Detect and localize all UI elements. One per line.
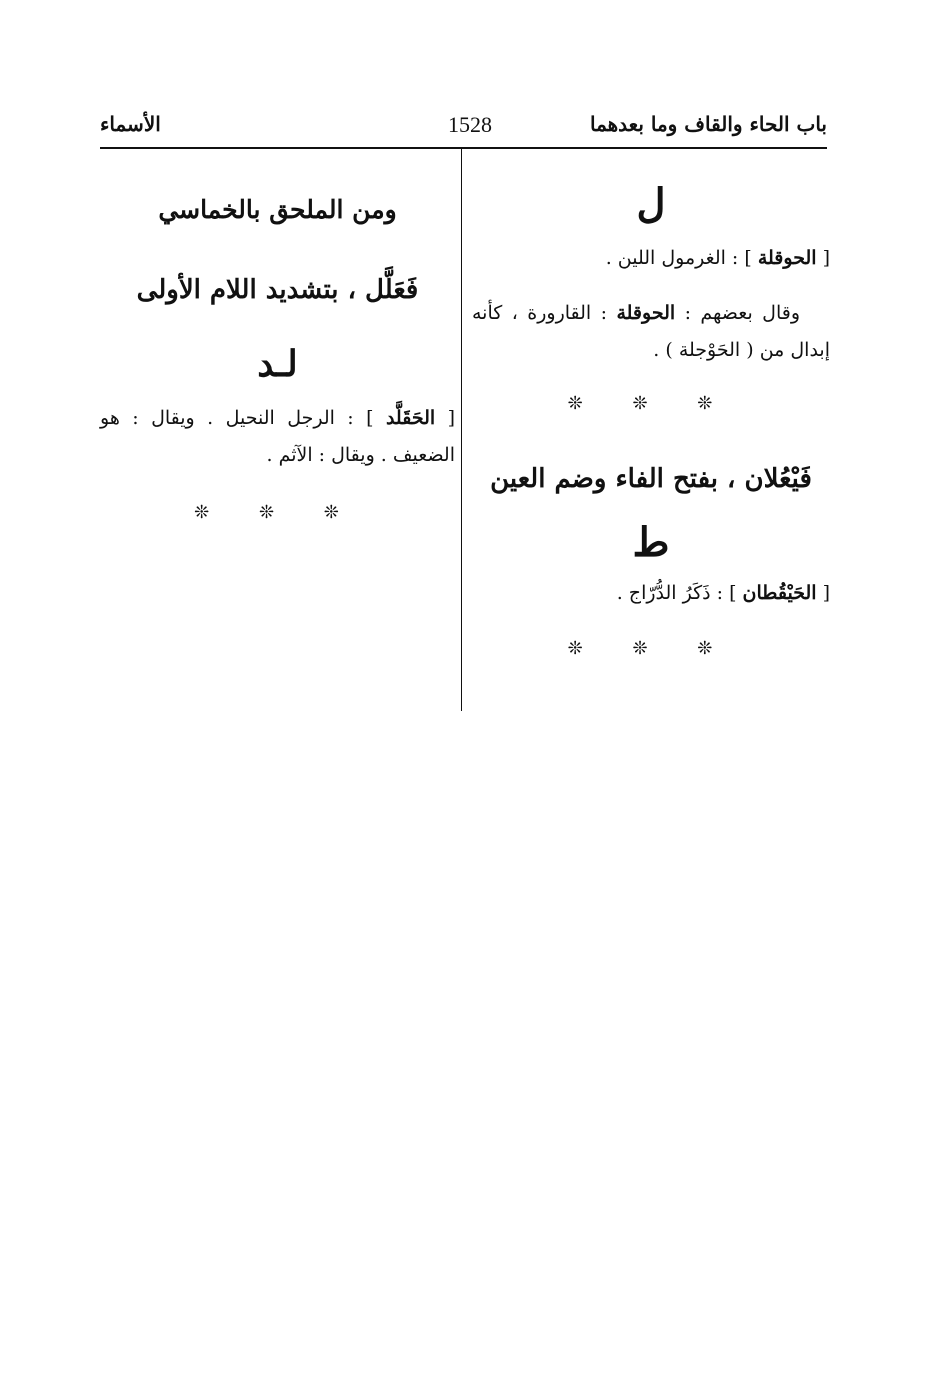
entry-keyword: الحَيْقُطان bbox=[742, 582, 817, 604]
letter-heading-ta: ط bbox=[632, 519, 670, 566]
entry-keyword: الحوقلة bbox=[757, 247, 817, 269]
bracket-open: [ bbox=[435, 407, 455, 429]
section-separator: ❊ ❊ ❊ bbox=[567, 393, 735, 414]
entry-definition: ] : الغرمول اللين . bbox=[605, 247, 758, 269]
section-title-faallal: فَعَلَّل ، بتشديد اللام الأولى bbox=[136, 275, 419, 305]
section-separator: ❊ ❊ ❊ bbox=[567, 638, 735, 659]
entry-keyword: الحوقلة bbox=[616, 302, 676, 324]
entry-prefix: وقال بعضهم : bbox=[675, 302, 800, 324]
section-separator: ❊ ❊ ❊ bbox=[194, 502, 361, 523]
left-column bbox=[100, 170, 455, 528]
letter-heading-lam-dal: لـد bbox=[257, 343, 298, 385]
entry-haqallad bbox=[100, 400, 455, 474]
column-divider bbox=[461, 149, 462, 711]
bracket-open: [ bbox=[816, 247, 830, 269]
entry-definition: ] : الرجل النحيل . ويقال : هو الضعيف . ويقال : الآثم . bbox=[100, 407, 455, 466]
entry-hawqala bbox=[472, 240, 830, 277]
section-title-fayulan: فَيْعُلان ، بفتح الفاء وضم العين bbox=[490, 464, 812, 494]
chapter-header: باب الحاء والقاف وما بعدهما bbox=[589, 112, 827, 136]
entry-definition: : القارورة ، كأنه إبدال من ( الحَوْجلة ) . bbox=[472, 302, 830, 361]
entry-hayqutan bbox=[472, 575, 830, 612]
page-number: 1528 bbox=[448, 112, 492, 137]
right-column bbox=[472, 170, 830, 664]
section-title-mulhaq: ومن الملحق بالخماسي bbox=[158, 195, 397, 224]
section-header: الأسماء bbox=[100, 112, 161, 136]
entry-definition: ] : ذَكَرُ الدُّرّاج . bbox=[616, 582, 743, 604]
bracket-open: [ bbox=[816, 582, 830, 604]
letter-heading-lam: ل bbox=[636, 180, 666, 227]
entry-keyword: الحَقَلَّد bbox=[385, 407, 436, 429]
header-rule bbox=[100, 147, 827, 149]
entry-hawqala-alt bbox=[472, 295, 830, 369]
